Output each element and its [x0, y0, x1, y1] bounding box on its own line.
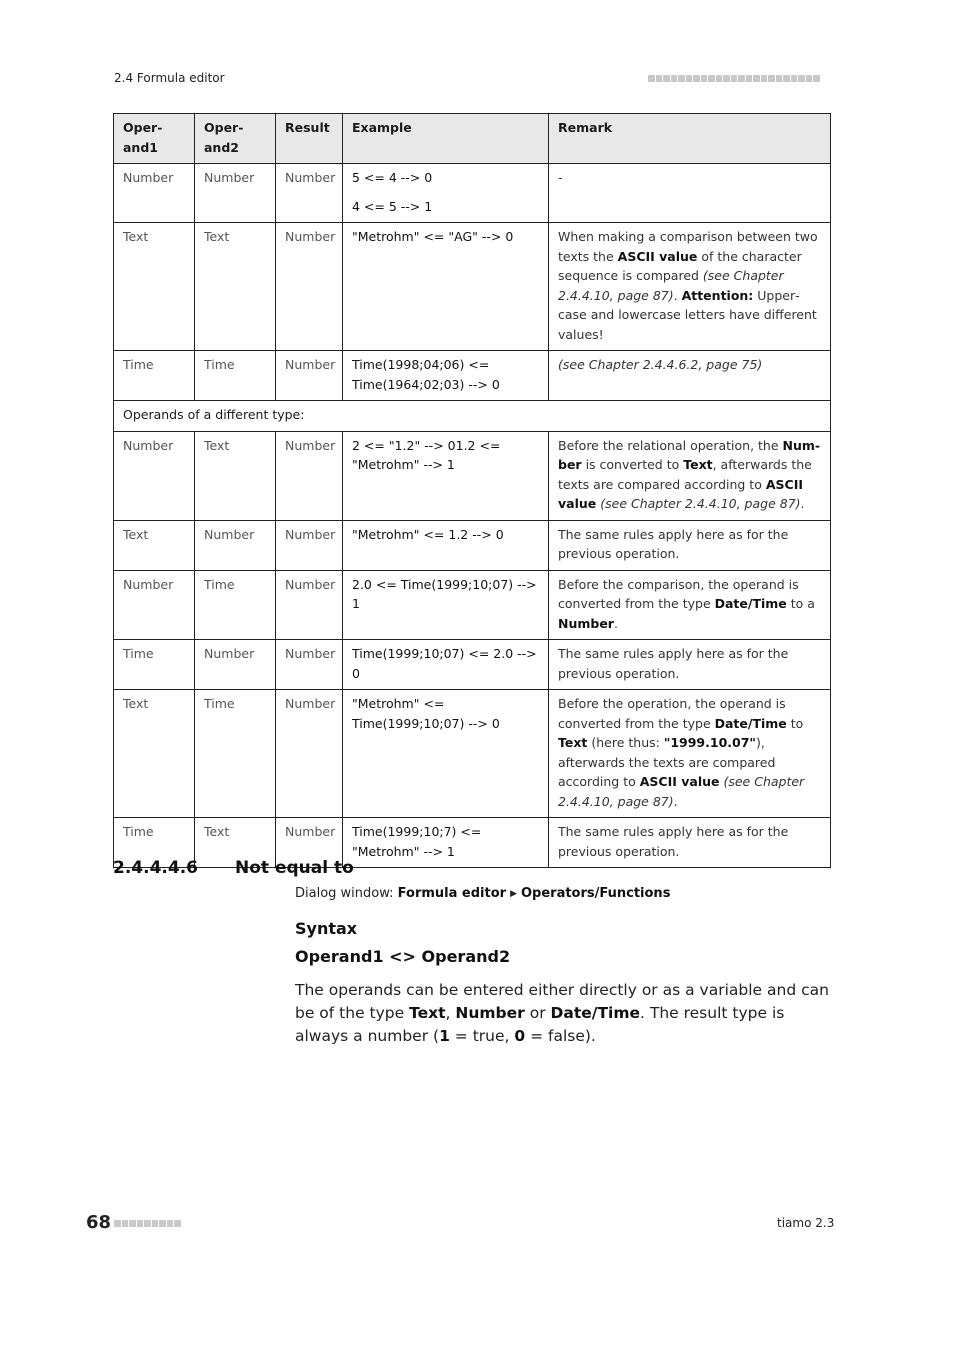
text-run: Before the comparison, the operand is converted from the type: [558, 576, 799, 611]
remark-cell: [549, 351, 831, 401]
bold-text: "1999.10.07": [663, 735, 756, 750]
result-cell: Number: [276, 223, 343, 351]
remark-cell: [549, 570, 831, 640]
dialog-prefix: Dialog window:: [295, 886, 398, 901]
result-cell: Number: [276, 570, 343, 640]
description-paragraph: [295, 979, 830, 1048]
text-run: (here thus:: [587, 735, 664, 750]
text-run: , afterwards the texts are compared according to: [558, 457, 812, 492]
text-run: The operands can be entered either directly or as a variable and can be of the type: [295, 981, 829, 1022]
bold-text: Date/Time: [714, 715, 787, 731]
bold-text: Text: [409, 1004, 446, 1022]
bold-text: ASCII value: [558, 476, 803, 511]
column-header-remark: Remark: [549, 114, 831, 164]
bold-text: ASCII value: [617, 248, 698, 264]
text-run: The same rules apply here as for the previous operation.: [558, 526, 789, 561]
bold-text: ASCII value: [639, 774, 720, 789]
text-run: Before the operation, the operand is converted from the type: [558, 696, 786, 731]
table-row: [114, 690, 831, 818]
example-line: "Metrohm" <= "AG" --> 0: [352, 229, 514, 244]
result-cell: Number: [276, 431, 343, 520]
decoration-dot: [167, 1220, 174, 1227]
page-number: 68: [86, 1212, 112, 1233]
operand1-cell: Number: [114, 431, 195, 520]
text-run: = false).: [525, 1027, 596, 1045]
decoration-dot: [753, 75, 760, 82]
decoration-dot: [731, 75, 738, 82]
example-cell: [343, 223, 549, 351]
example-cell: [343, 520, 549, 570]
example-line: 2.0 <= Time(1999;10;07) -->​ 1: [352, 576, 537, 611]
remark-cell: [549, 223, 831, 351]
decoration-dot: [648, 75, 655, 82]
bold-text: Number: [455, 1004, 525, 1022]
syntax-heading: Syntax: [295, 919, 358, 938]
text-run: .: [673, 287, 682, 303]
table-row: [114, 520, 831, 570]
text-run: Uppercase and lowercase letters have different values!: [558, 287, 817, 342]
footer-decoration-dots: [114, 1220, 181, 1227]
column-header-result: Result: [276, 114, 343, 164]
table-row: [114, 570, 831, 640]
bold-text: 0: [514, 1027, 526, 1045]
cross-reference: (see Chapter 2.4.4.6.2, page 75): [558, 357, 763, 372]
text-run: Before the relational operation, the: [558, 437, 783, 453]
decoration-dot: [708, 75, 715, 82]
bold-text: Number: [558, 615, 614, 631]
bold-text: 1: [439, 1027, 450, 1045]
remark-cell: [549, 640, 831, 690]
cross-reference: (see Chapter 2.4.4.10, page 87): [600, 496, 801, 511]
example-line: 5 <= 4 --> 0: [352, 170, 433, 185]
dialog-path-item: Formula editor: [397, 886, 507, 901]
decoration-dot: [137, 1220, 144, 1227]
remark-cell: [549, 690, 831, 818]
operand2-cell: Time: [195, 570, 276, 640]
table-body: [114, 164, 831, 868]
decoration-dot: [746, 75, 753, 82]
operand1-cell: Time: [114, 818, 195, 868]
remark-cell: [549, 164, 831, 223]
cross-reference: (see Chapter 2.4.4.10, page 87): [558, 268, 784, 303]
text-run: ), afterwards the texts are compared according to: [558, 735, 776, 789]
decoration-dot: [656, 75, 663, 82]
result-cell: Number: [276, 164, 343, 223]
operand1-cell: Time: [114, 351, 195, 401]
table-row: [114, 164, 831, 223]
table-row: [114, 223, 831, 351]
decoration-dot: [663, 75, 670, 82]
text-run: = true,: [449, 1027, 515, 1045]
operand2-cell: Number: [195, 520, 276, 570]
running-header: 2.4 Formula editor: [114, 71, 225, 85]
operand2-cell: Number: [195, 640, 276, 690]
column-header-operand2: Oper- and2: [195, 114, 276, 164]
column-header-example: Example: [343, 114, 549, 164]
path-separator-icon: ▶: [510, 889, 517, 899]
decoration-dot: [776, 75, 783, 82]
operand1-cell: Time: [114, 640, 195, 690]
decoration-dot: [783, 75, 790, 82]
result-cell: Number: [276, 640, 343, 690]
example-cell: [343, 431, 549, 520]
result-cell: Number: [276, 351, 343, 401]
decoration-dot: [144, 1220, 151, 1227]
example-line: Time(1999;10;07) <= 2.0 -->​ 0: [352, 646, 537, 681]
operand1-cell: Text: [114, 690, 195, 818]
decoration-dot: [129, 1220, 136, 1227]
decoration-dot: [761, 75, 768, 82]
decoration-dot: [686, 75, 693, 82]
decoration-dot: [174, 1220, 181, 1227]
result-cell: Number: [276, 520, 343, 570]
decoration-dot: [813, 75, 820, 82]
bold-text: Number: [558, 437, 821, 472]
decoration-dot: [678, 75, 685, 82]
column-header-operand1: Oper- and1: [114, 114, 195, 164]
operand2-cell: Time: [195, 351, 276, 401]
remark-cell: [549, 431, 831, 520]
example-cell: [343, 690, 549, 818]
operand2-cell: Number: [195, 164, 276, 223]
example-line: Time(1998;04;06) <= Time(1964;02;03) --> 0: [352, 357, 500, 392]
result-cell: Number: [276, 818, 343, 868]
text-run: or: [524, 1004, 551, 1022]
text-run: . The result type is always a number (: [295, 1004, 785, 1045]
text-run: When making a comparison between two texts the: [558, 229, 818, 264]
header-decoration-dots: [648, 75, 820, 82]
table-header-row: [114, 114, 831, 164]
bold-text: Date/Time: [550, 1004, 640, 1022]
operand2-cell: Text: [195, 818, 276, 868]
syntax-expression: Operand1 <> Operand2: [295, 947, 511, 966]
result-cell: Number: [276, 690, 343, 818]
section-title: Not equal to: [235, 858, 354, 878]
example-cell: [343, 351, 549, 401]
dialog-path: [295, 886, 670, 901]
bold-text: Text: [558, 735, 588, 750]
decoration-dot: [701, 75, 708, 82]
example-cell: [343, 164, 549, 223]
decoration-dot: [798, 75, 805, 82]
bold-text: Date/Time: [714, 596, 787, 611]
text-run: The same rules apply here as for the previous operation.: [558, 646, 789, 681]
decoration-dot: [806, 75, 813, 82]
operand1-cell: Number: [114, 570, 195, 640]
table-subheading-row: [114, 401, 831, 432]
text-run: .: [800, 496, 805, 511]
decoration-dot: [152, 1220, 159, 1227]
example-line: "Metrohm" <= 1.2 --> 0: [352, 526, 504, 542]
text-run: to a: [786, 596, 815, 611]
decoration-dot: [122, 1220, 129, 1227]
decoration-dot: [768, 75, 775, 82]
remark-cell: [549, 520, 831, 570]
remark-cell: [549, 818, 831, 868]
table-row: [114, 640, 831, 690]
operand2-cell: Text: [195, 223, 276, 351]
text-run: of the character sequence is compared: [558, 248, 802, 283]
example-line: 4 <= 5 --> 1: [352, 198, 433, 214]
operand1-cell: Number: [114, 164, 195, 223]
table-row: [114, 818, 831, 868]
decoration-dot: [159, 1220, 166, 1227]
example-line: "Metrohm" <= Time(1999;10;07) --> 0: [352, 696, 500, 731]
bold-text: Text: [683, 457, 713, 472]
decoration-dot: [716, 75, 723, 82]
table-row: [114, 431, 831, 520]
operand2-cell: Time: [195, 690, 276, 818]
table-row: [114, 351, 831, 401]
text-run: -: [558, 170, 563, 185]
example-cell: [343, 818, 549, 868]
example-line: Time(1999;10;7) <= "Metrohm" --> 1: [352, 824, 482, 859]
text-run: ,: [445, 1004, 456, 1022]
decoration-dot: [114, 1220, 121, 1227]
footer-product: tiamo 2.3: [777, 1216, 835, 1230]
example-cell: [343, 570, 549, 640]
decoration-dot: [693, 75, 700, 82]
text-run: to: [786, 715, 804, 731]
decoration-dot: [791, 75, 798, 82]
text-run: .: [613, 615, 618, 631]
decoration-dot: [671, 75, 678, 82]
bold-text: Attention:: [681, 287, 754, 303]
section-number: 2.4.4.4.6: [113, 858, 198, 878]
text-run: is converted to: [581, 457, 684, 472]
text-run: .: [673, 793, 678, 809]
decoration-dot: [738, 75, 745, 82]
dialog-path-item: Operators/Functions: [520, 886, 671, 901]
operator-table: [113, 113, 831, 868]
operand1-cell: Text: [114, 223, 195, 351]
operand1-cell: Text: [114, 520, 195, 570]
example-cell: [343, 640, 549, 690]
table-subheading: Operands of a different type:: [114, 401, 831, 432]
text-run: The same rules apply here as for the previous operation.: [558, 824, 789, 859]
example-line: 2 <= "1.2" --> 01.2 <= "Metrohm" --> 1: [352, 437, 501, 472]
cross-reference: (see Chapter 2.4.4.10, page 87): [558, 774, 805, 809]
operand2-cell: Text: [195, 431, 276, 520]
decoration-dot: [723, 75, 730, 82]
